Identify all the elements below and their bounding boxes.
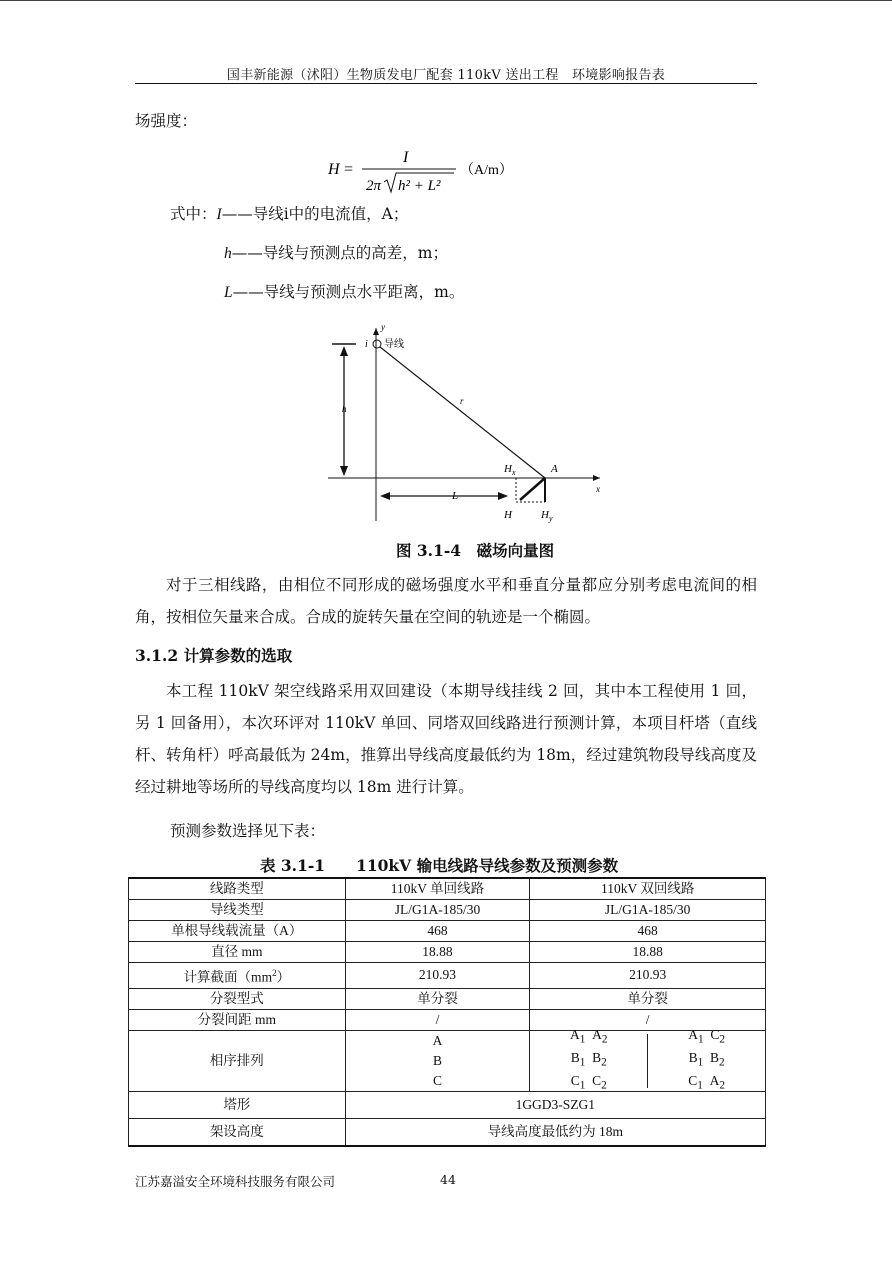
tower-value: 1GGD3-SZG1 <box>345 1091 765 1118</box>
point-a-label: A <box>551 463 558 475</box>
formula <box>320 146 520 198</box>
definition-h <box>224 243 448 264</box>
header-rule <box>135 83 757 84</box>
phase-value: $A_1$ $A_2$ <box>570 1027 608 1047</box>
h-vector <box>520 478 545 500</box>
table-row <box>129 921 766 942</box>
row-label: 塔形 <box>129 1091 346 1118</box>
header-cell: 110kV 双回线路 <box>530 878 766 900</box>
height-row <box>129 1118 766 1146</box>
h-vector-label: H <box>504 509 512 521</box>
page-header: 国丰新能源（沭阳）生物质发电厂配套 110kV 送出工程 环境影响报告表 <box>226 68 666 83</box>
double-value: 单分裂 <box>530 988 766 1009</box>
table-caption: 表 3.1-1 110kV 输电线路导线参数及预测参数 <box>260 856 619 875</box>
single-phase-cell <box>345 1030 530 1091</box>
definition-lead: 式中： <box>170 205 217 223</box>
top-border <box>0 0 892 1</box>
row-label: 直径 mm <box>129 942 346 963</box>
single-value: 18.88 <box>345 942 530 963</box>
row-label: 分裂间距 mm <box>129 1009 346 1030</box>
double-value: 210.93 <box>530 963 766 989</box>
conductor-label: 导线 <box>384 339 404 350</box>
distance-line-r <box>380 347 545 478</box>
definition-symbol: I <box>216 206 222 223</box>
phase-value: $A_1$ $C_2$ <box>688 1027 725 1047</box>
hy-label: $H_y$ <box>541 509 553 523</box>
l-arrow-left <box>380 492 390 500</box>
table-row <box>129 963 766 989</box>
formula-numerator: I <box>403 149 409 166</box>
phase-row <box>129 1030 766 1091</box>
double-value: / <box>530 1009 766 1030</box>
single-value: 210.93 <box>345 963 530 989</box>
tower-row <box>129 1091 766 1118</box>
table-header-row <box>129 878 766 900</box>
double-value: 18.88 <box>530 942 766 963</box>
table-row <box>129 942 766 963</box>
definition-i <box>170 204 408 225</box>
y-axis-label: y <box>381 322 385 332</box>
single-value: 单分裂 <box>345 988 530 1009</box>
height-label: h <box>342 404 347 414</box>
definition-text: 导线i中的电流值，A； <box>252 205 409 223</box>
section-number: 3.1.2 <box>135 646 179 665</box>
section-title: 计算参数的选取 <box>183 646 293 665</box>
single-value: / <box>345 1009 530 1030</box>
table-row <box>129 900 766 921</box>
single-value: JL/G1A-185/30 <box>345 900 530 921</box>
header-cell: 线路类型 <box>129 878 346 900</box>
formula-den-prefix: 2π <box>366 178 382 194</box>
definition-l <box>224 282 464 303</box>
height-value: 导线高度最低约为 18m <box>345 1118 765 1146</box>
paragraph-parameters: 本工程 110kV 架空线路采用双回建设（本期导线挂线 2 回，其中本工程使用 1 回，另 1 回备用），本次环评对 110kV 单回、同塔双回线路进行预测计算，本项目杆塔（直线杆、转角杆）呼高最低为 24m，推算出导线高度最低约为 18m，经过建筑物段导线高度及经过耕地等场所的导线高度均以 18m 进行计算。 <box>135 682 757 796</box>
definition-text: 导线与预测点的高差，m； <box>262 244 448 262</box>
definition-symbol: L <box>224 284 233 301</box>
row-label: 分裂型式 <box>129 988 346 1009</box>
double-phase-right <box>647 1027 765 1092</box>
x-axis-label: x <box>596 484 600 494</box>
header-cell: 110kV 单回线路 <box>345 878 530 900</box>
distance-r-label: r <box>460 396 464 406</box>
phase-value: $C_1$ $C_2$ <box>570 1072 607 1092</box>
section-heading <box>135 646 292 666</box>
phase-value: $B_1$ $B_2$ <box>688 1050 725 1069</box>
paragraph-table-intro: 预测参数选择见下表： <box>170 822 326 840</box>
double-phase-cell <box>530 1027 766 1092</box>
formula-eq: = <box>344 161 354 178</box>
row-label: 相序排列 <box>129 1030 346 1091</box>
l-arrow-right <box>498 492 508 500</box>
definition-dash: —— <box>232 283 264 301</box>
formula-unit: （A/m） <box>460 163 513 178</box>
definition-dash: —— <box>221 205 253 223</box>
definition-dash: —— <box>231 244 263 262</box>
row-label: 单根导线载流量（A） <box>129 921 346 942</box>
phase-value: B <box>432 1052 442 1068</box>
l-label: L <box>452 490 459 502</box>
hx-label: $H_x$ <box>504 463 516 477</box>
phase-value: $C_1$ $A_2$ <box>688 1072 725 1092</box>
height-arrow-up <box>340 346 348 356</box>
single-value: 468 <box>345 921 530 942</box>
row-label: 架设高度 <box>129 1118 346 1146</box>
conductor-marker <box>373 340 381 348</box>
conductor-i-label: i <box>365 339 368 350</box>
definition-symbol: h <box>224 245 232 262</box>
double-value: JL/G1A-185/30 <box>530 900 766 921</box>
row-label: 导线类型 <box>129 900 346 921</box>
magnetic-vector-diagram <box>320 316 610 528</box>
formula-lhs: H <box>328 161 340 178</box>
row-label: 计算截面$(mm^2)$ <box>129 963 346 989</box>
phase-value: A <box>432 1032 443 1048</box>
formula-radicand: h² + L² <box>398 178 441 194</box>
figure-caption: 图 3.1-4 磁场向量图 <box>396 541 555 560</box>
intro-line: 场强度： <box>135 112 198 130</box>
phase-value: C <box>432 1072 442 1088</box>
double-value: 468 <box>530 921 766 942</box>
phase-value: $B_1$ $B_2$ <box>570 1050 607 1069</box>
definition-text: 导线与预测点水平距离，m。 <box>263 283 465 301</box>
table-row <box>129 988 766 1009</box>
double-phase-left <box>530 1027 647 1092</box>
footer-company: 江苏嘉溢安全环境科技服务有限公司 <box>135 1174 336 1189</box>
paragraph-phase: 对于三相线路，由相位不同形成的磁场强度水平和垂直分量都应分别考虑电流间的相角，按相位矢量来合成。合成的旋转矢量在空间的轨迹是一个椭圆。 <box>135 576 757 626</box>
parameter-table <box>128 877 766 1147</box>
height-arrow-down <box>340 466 348 476</box>
page-number: 44 <box>440 1172 456 1187</box>
